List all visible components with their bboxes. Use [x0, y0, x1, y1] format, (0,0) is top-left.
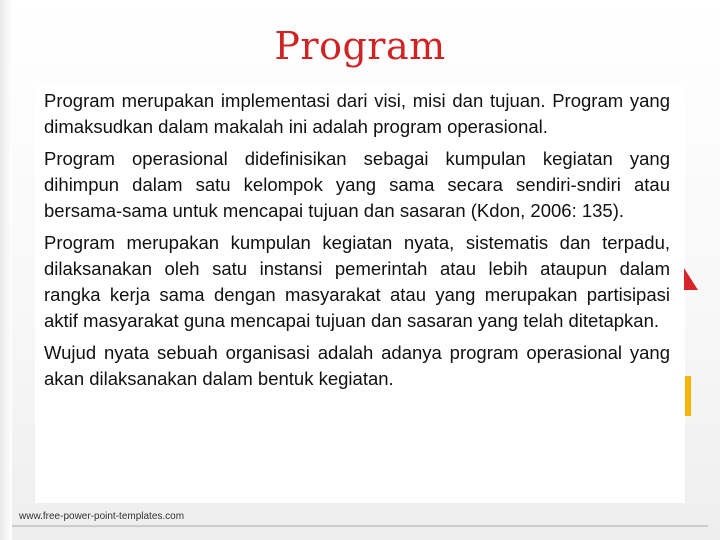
content-area	[35, 83, 685, 503]
body-text	[44, 88, 670, 398]
paragraph-1: Program merupakan implementasi dari visi, misi dan tujuan. Program yang dimaksudkan dalam makalah ini adalah program operasional.	[44, 90, 670, 137]
red-triangle-accent	[684, 268, 698, 290]
paragraph-2: Program operasional didefinisikan sebagai kumpulan kegiatan yang dihimpun dalam satu kelompok yang sama secara sendiri-sndiri atau bersama-sama untuk mencapai tujuan dan sasaran (Kdon, 2006: 135).	[44, 148, 670, 221]
paragraph-4: Wujud nyata sebuah organisasi adalah adanya program operasional yang akan dilaksanakan dalam bentuk kegiatan.	[44, 342, 670, 389]
yellow-bar-accent	[685, 376, 691, 416]
footer-divider	[12, 525, 708, 527]
slide-frame-left	[0, 0, 12, 540]
slide-title: Program	[274, 24, 446, 68]
footer-url: www.free-power-point-templates.com	[19, 511, 185, 522]
paragraph-3: Program merupakan kumpulan kegiatan nyata, sistematis dan terpadu, dilaksanakan oleh satu instansi pemerintah atau lebih ataupun dalam rangka kerja sama dengan masyarakat atau yang merupakan partisipasi aktif masyarakat guna mencapai tujuan dan sasaran yang telah ditetapkan.	[44, 232, 670, 331]
